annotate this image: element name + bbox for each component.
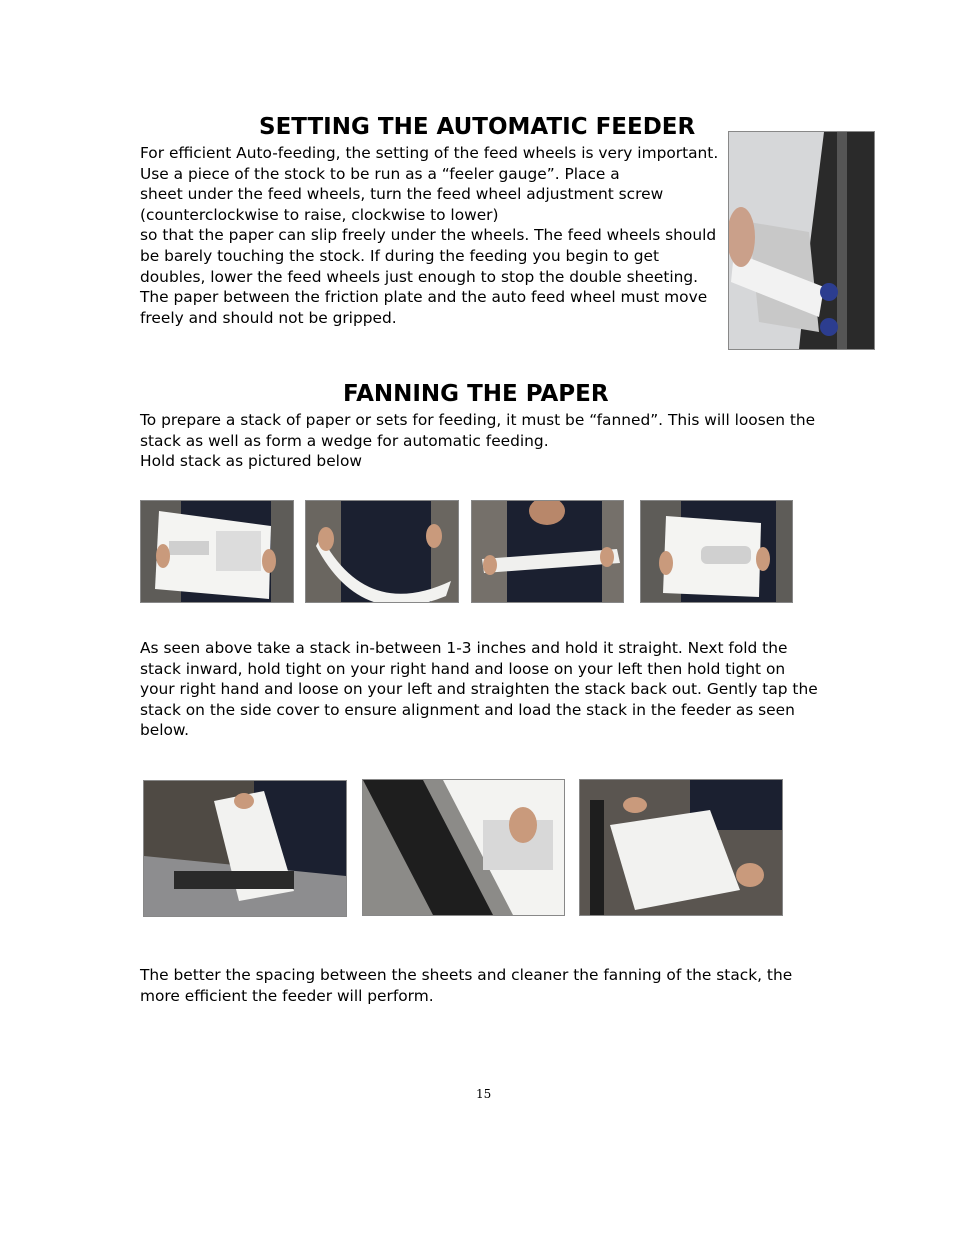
section-heading-automatic-feeder: SETTING THE AUTOMATIC FEEDER [259,114,696,140]
fanning-intro-paragraph: To prepare a stack of paper or sets for feeding, it must be “fanned”. This will loosen the stack as well as form a wedge for automatic feeding. Hold stack as pictured below [140,411,816,471]
section-heading-fanning-paper: FANNING THE PAPER [343,381,609,407]
hold-stack-straight-photo [140,500,294,603]
tap-stack-photo [640,500,793,603]
straighten-stack-photo [471,500,624,603]
feed-wheel-adjustment-photo [728,131,875,350]
feeder-loaded-photo [579,779,783,916]
stack-in-feeder-closeup-photo [362,779,565,916]
feeder-setting-paragraph: For efficient Auto-feeding, the setting of the feed wheels is very important. Use a piece of the stock to be run as a “feeler gauge”. Place a sheet under the feed wheels, turn the feed wheel adjustment screw (counterclockwise to raise, clockwise to lower) so that the paper can slip freely under the wheels. The feed wheels should be barely touching the stock. If during the feeding you begin to get doubles, lower the feed wheels just enough to stop the double sheeting. The paper between the friction plate and the auto feed wheel must move freely and should not be gripped. [140,144,719,327]
fold-stack-inward-photo [305,500,459,603]
fanning-steps-paragraph: As seen above take a stack in-between 1-3 inches and hold it straight. Next fold the stack inward, hold tight on your right hand and loose on your left then hold tight on your right hand and loose on your left and straighten the stack back out. Gently tap the stack on the side cover to ensure alignment and load the stack in the feeder as seen below. [140,639,818,740]
closing-paragraph: The better the spacing between the sheets and cleaner the fanning of the stack, the more efficient the feeder will perform. [140,966,793,1005]
page-number: 15 [476,1087,492,1101]
load-stack-feeder-photo [143,780,347,917]
